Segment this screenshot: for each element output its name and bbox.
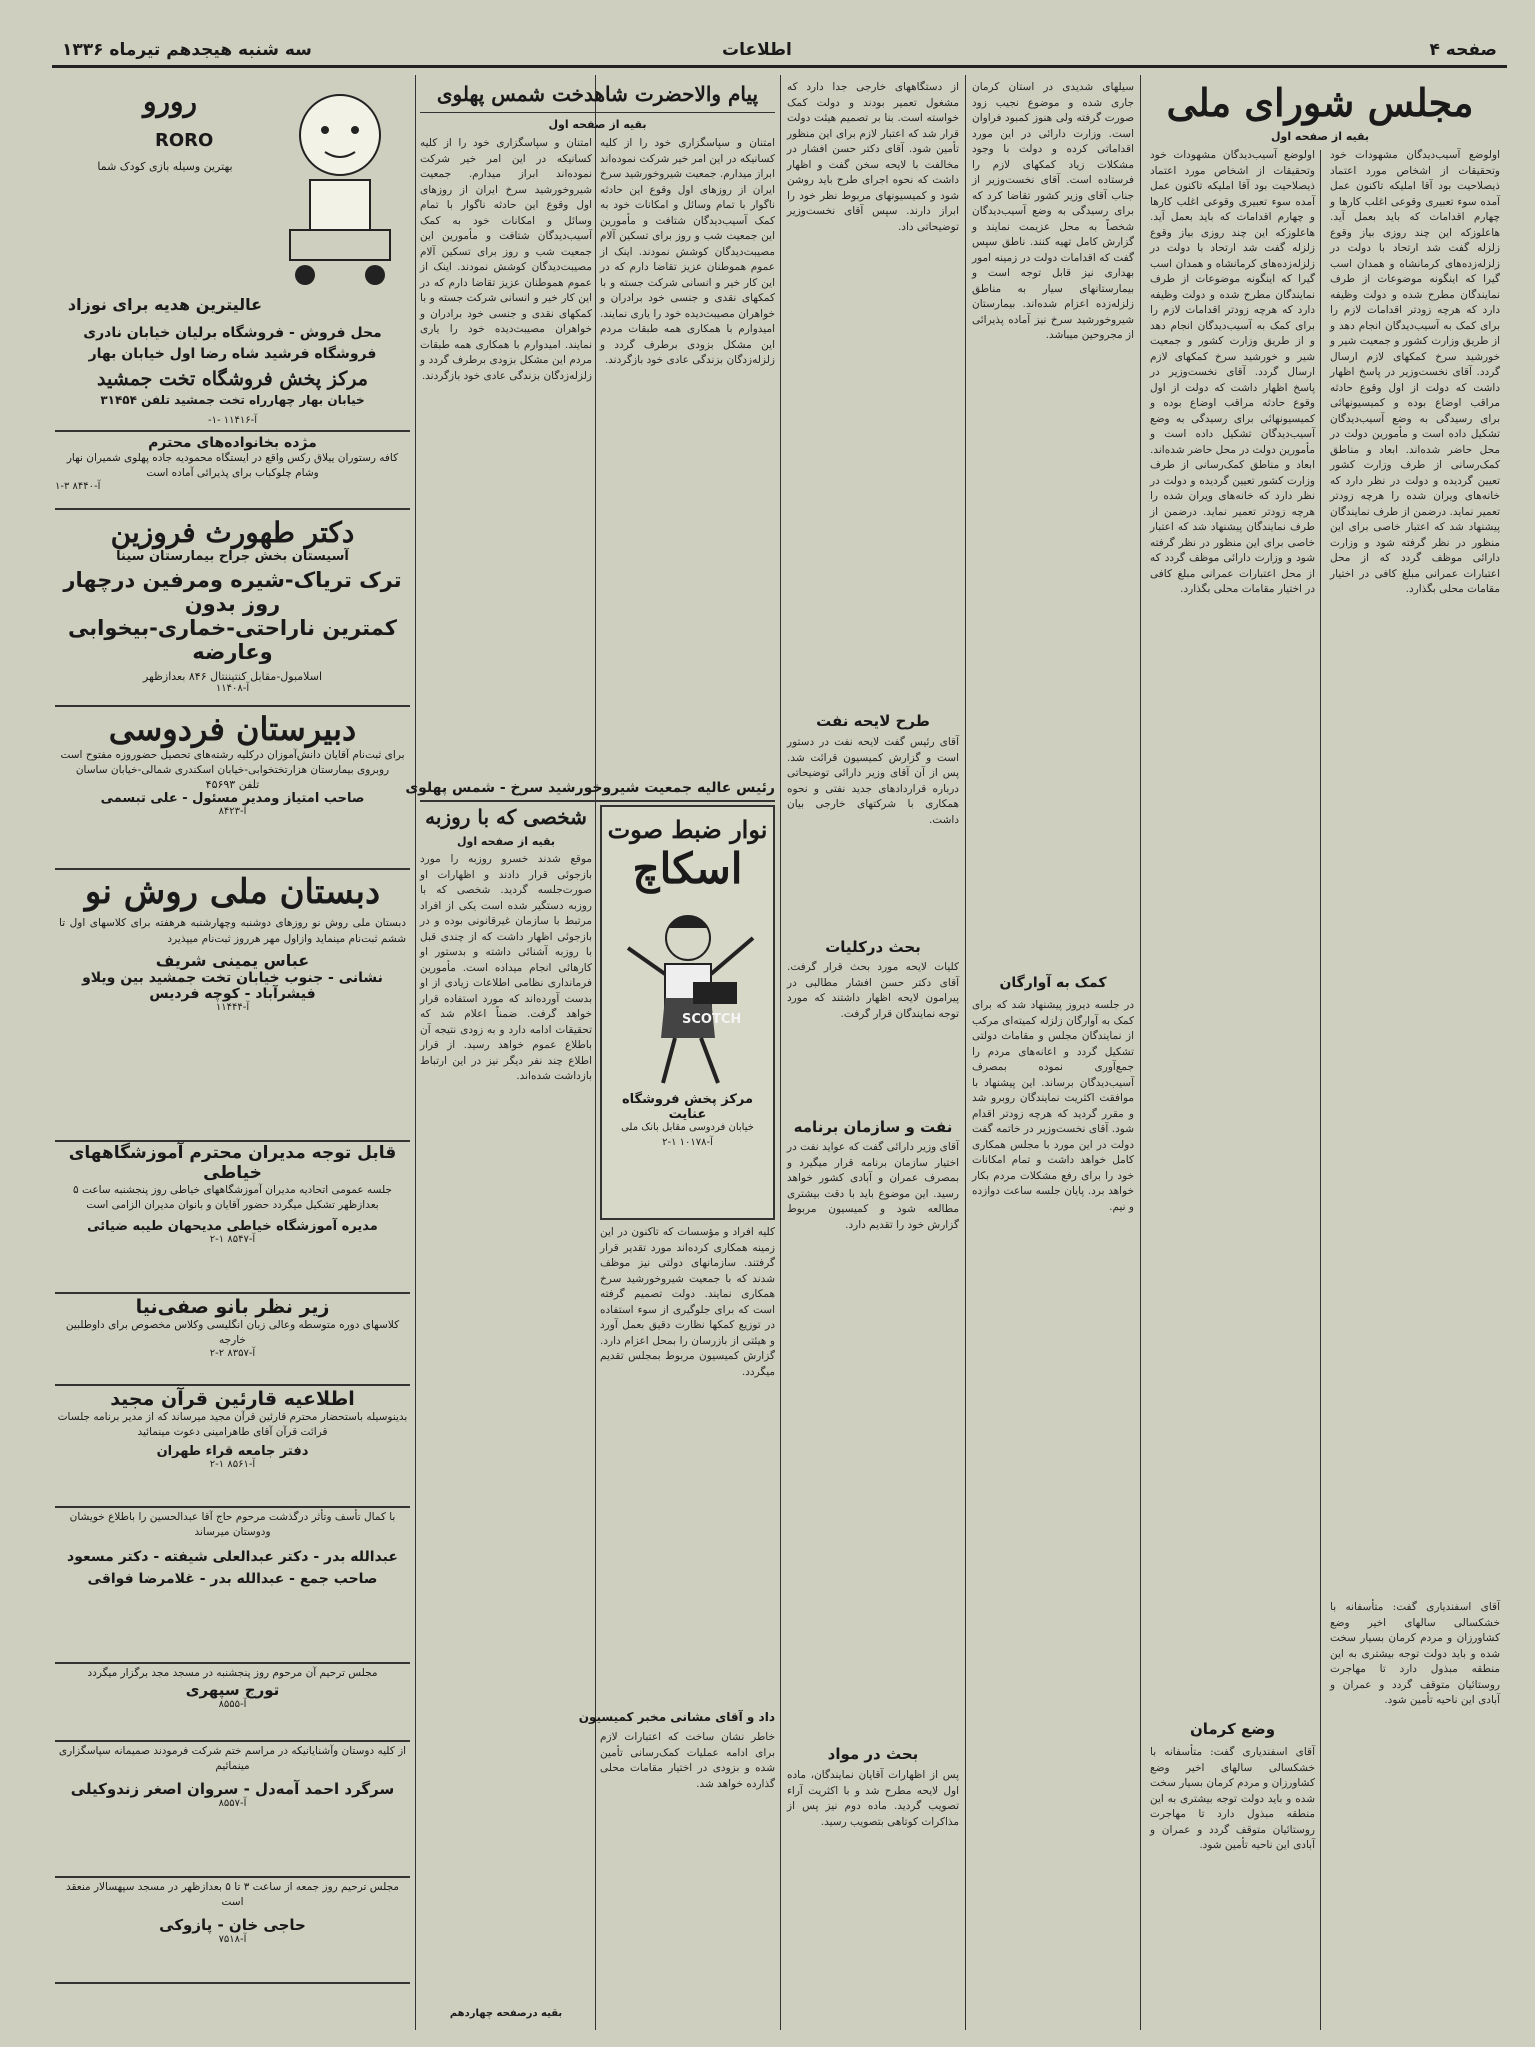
english-class-title: زیر نظر بانو صفی‌نیا (135, 1296, 330, 1318)
restaurant-ad (55, 435, 410, 505)
ad-separator (55, 705, 410, 707)
quran-readers-ad (55, 1388, 410, 1503)
tailoring-ad (55, 1143, 410, 1288)
article-body-rapporteur: خاطر نشان ساخت که اعتبارات لازم برای ادامه عملیات کمک‌رسانی تأمین شده و بزودی در اختیار مقامات محلی گذارده خواهد شد. (600, 1731, 775, 1790)
child-illustration-icon (270, 80, 410, 290)
ferdowsi-sub: برای ثبت‌نام آقایان دانش‌آموزان درکلیه رشته‌های تحصیل حضوروزه مفتوح است (60, 749, 405, 761)
quran-code: آ-۸۵۶۱ ۱-۲ (209, 1459, 256, 1470)
continued-note: بقیه درصفحه چهاردهم (449, 2008, 563, 2019)
scotch-ad-name: اسکاچ (632, 844, 743, 893)
tailoring-title: قابل توجه مدیران محترم آموزشگاههای خیاطی (68, 1143, 397, 1183)
ravesh-no-title: دبستان ملی روش نو (84, 872, 381, 912)
ferdowsi-address: روبروی بیمارستان هزارتختخوابی-خیابان اسکندری شمالی-خیابان ساسان (75, 764, 390, 776)
ad-separator (55, 1740, 410, 1742)
scotch-tape-ad (600, 805, 775, 1220)
section-rule (420, 800, 775, 802)
column-divider (1140, 75, 1141, 2030)
article-subtitle: بقیه از صفحه اول (456, 835, 556, 848)
ad-separator (55, 508, 410, 510)
ferdowsi-phone: تلفن ۴۵۶۹۳ (205, 778, 260, 791)
article-title-message: پیام والاحضرت شاهدخت شمس پهلوی (436, 82, 759, 106)
ad-separator (55, 1662, 410, 1664)
english-class-body: کلاسهای دوره متوسطه وعالی زبان انگلیسی وکلاس مخصوص برای داوطلبین خارجه (65, 1319, 400, 1346)
memorial-name: تورج سپهری (185, 1681, 280, 1699)
article-title-majlis: مجلس شورای ملی (1166, 80, 1474, 125)
english-class-code: آ-۸۳۵۷ ۲-۲ (209, 1348, 256, 1359)
ferdowsi-owner: صاحب امتیاز ومدیر مسئول - علی تبسمی (100, 791, 365, 806)
doctor-address: اسلامبول-مقابل کنتیننتال ۸۴۶ بعدازظهر (142, 670, 323, 683)
article-body-col6: کلیه افراد و مؤسسات که تاکنون در این زمینه همکاری کرده‌اند مورد تقدیر قرار گرفتند. سازمانهای دولتی نیز موظف شدند که با جمعیت شیروخورشید سرخ همکاری نمایند. دولت تصمیم گرفته است که برای جلوگیری از سوء استفاده در توزیع کمکها نظارت دقیق بعمل آورد و هیئتی از بازرسان را بمحل اعزام دارد. گزارش کمیسیون مربوط بمجلس تقدیم میگردد. (600, 1226, 775, 1378)
roro-address: محل فروش - فروشگاه برلیان خیابان نادری (83, 325, 382, 341)
scotch-address: خیابان فردوسی مقابل بانک ملی (621, 1122, 754, 1133)
ad-separator (55, 1876, 410, 1878)
article-body-roozbeh: موقع شدند خسرو روزبه را مورد بازجوئی قرار دادند و اظهارات او صورت‌جلسه گردید. شخصی که با روزبه دستگیر شده است یکی از افراد مرتبط با سازمان غیرقانونی بوده و در بازجوئی اظهار داشت که از چندی قبل با روزبه آشنائی داشته و بدستور او کارهائی انجام میداده است. مأمورین فرمانداری نظامی اطلاعات زیادی از او بدست آورده‌اند که مورد استفاده قرار خواهد گرفت. ضمناً اعلام شد که تحقیقات ادامه دارد و به زودی نتیجه آن باطلاع عموم خواهد رسید. از قرار اطلاع چند نفر دیگر نیز در این ارتباط بازداشت شده‌اند. (420, 853, 592, 1082)
column-divider (415, 75, 416, 2030)
scotch-brand-label: SCOTCH (682, 1012, 742, 1027)
ad-code: آ-۱۱۴۱۶ -۱- (207, 415, 258, 426)
subheading-articles: بحث در مواد (827, 1745, 919, 1763)
english-class-ad (55, 1296, 410, 1381)
mosque-memorial-name: حاجی خان - پازوکی (159, 1916, 306, 1934)
scotch-store: مرکز پخش فروشگاه عنایت (621, 1092, 754, 1122)
column-divider (595, 75, 596, 2030)
article-body-majlis-3: آقای اسفندیاری گفت: متأسفانه با خشکسالی سالهای اخیر وضع کشاورزان و مردم کرمان بسیار سخت شده و باید دولت توجه بیشتری به این منطقه مبذول دارد تا مهاجرت روستائیان متوقف گردد و عمران و آبادی این ناحیه تأمین شود. (1330, 1601, 1500, 1706)
article-subtitle: بقیه از صفحه اول (548, 118, 647, 131)
scotch-code: آ-۱۰۱۷۸ ۱-۲ (662, 1137, 713, 1148)
doctor-position: آسیستان بخش جراح بیمارستان سینا (116, 549, 349, 564)
message-signature: رئیس عالیه جمعیت شیروخورشید سرخ - شمس پهلوی (405, 780, 775, 796)
subheading-rapporteur: داد و آقای مشانی مخبر کمیسیون (578, 1710, 775, 1724)
subheading-general-debate: بحث درکلیات (825, 938, 921, 956)
thanks-code: آ-۸۵۵۷ (218, 1798, 247, 1809)
thanks-ad (55, 1744, 410, 1874)
restaurant-ad-body: کافه رستوران ییلاق رکس واقع در ایستگاه محمودیه جاده پهلوی شمیران نهار وشام چلوکباب برای پذیرائی آماده است (66, 452, 399, 479)
mosque-memorial-code: آ-۷۵۱۸ (218, 1934, 247, 1945)
issue-date: سه شنبه هیجدهم تیرماه ۱۳۳۶ (62, 40, 312, 60)
ad-separator (55, 868, 410, 870)
doctor-name: دکتر طهورث فروزین (110, 516, 355, 549)
ad-separator (55, 1292, 410, 1294)
article-body-kerman: آقای اسفندیاری گفت: متأسفانه با خشکسالی سالهای اخیر وضع کشاورزان و مردم کرمان بسیار سخت شده و باید دولت توجه بیشتری به این منطقه مبذول دارد تا مهاجرت روستائیان متوقف گردد و عمران و آبادی این ناحیه تأمین شود. (1150, 1746, 1315, 1851)
article-title-roozbeh: شخصی که با روزبه (425, 805, 587, 829)
article-body-articles: پس از اظهارات آقایان نمایندگان، ماده اول لایحه مطرح شد و با اکثریت آراء تصویب گردید. ماده دوم نیز پس از مذاکرات کوتاهی بتصویب رسید. (787, 1769, 959, 1828)
restaurant-ad-title: مژده بخانواده‌های محترم (148, 435, 317, 451)
restaurant-ad-code: آ-۸۴۴۰ ۳-۱ (55, 481, 101, 492)
thanks-name: سرگرد احمد آمه‌دل - سروان اصغر زندوکیلی (70, 1780, 395, 1798)
quran-body: بدینوسیله باستحضار محترم قارئین قرآن مجید میرساند که از مدیر برنامه جلسات قرائت قرآن آقای طاهرامینی دعوت مینمائید (57, 1411, 408, 1438)
roro-phone: خیابان بهار چهارراه تخت جمشید تلفن ۳۱۴۵۴ (100, 393, 365, 407)
memorial-code: آ-۸۵۵۵ (218, 1699, 247, 1710)
page-number: صفحه ۴ (1429, 40, 1497, 60)
ad-separator (55, 1506, 410, 1508)
scotsman-illustration-icon (613, 898, 763, 1088)
doctor-code: آ-۱۱۴۰۸ (215, 683, 250, 694)
ravesh-no-address: نشانی - جنوب خیابان تخت جمشید بین ویلاو فیشرآباد - کوچه فردیس (82, 970, 383, 1002)
quran-title: اطلاعیه قارئین قرآن مجید (110, 1388, 355, 1410)
scotch-ad-title: نوار ضبط صوت (607, 815, 768, 844)
tailoring-code: آ-۸۵۴۷ ۱-۲ (209, 1234, 256, 1245)
column-divider (780, 75, 781, 2030)
quran-sign: دفتر جامعه قراء طهران (156, 1444, 309, 1459)
ferdowsi-code: آ-۸۴۲۳ (218, 806, 247, 817)
column-divider (1320, 150, 1321, 2030)
newspaper-name: اطلاعات (722, 40, 792, 60)
roro-latin: RORO (155, 130, 214, 151)
article-subheading-kerman: وضع کرمان (1189, 1720, 1276, 1738)
ravesh-no-body: دبستان ملی روش نو روزهای دوشنبه وچهارشنبه هرهفته برای کلاسهای اول تا ششم ثبت‌نام مینماید وازاول مهر هرروز ثبت‌نام میپذیرد (59, 917, 406, 945)
article-body-message-2: امتنان و سپاسگزاری خود را از کلیه کسانیکه در این امر خیر شرکت نموده‌اند ابراز میدارم. جمعیت شیروخورشید سرخ ایران از روزهای اول وقوع این حادثه ناگوار با تمام وسائل و امکانات خود به کمک آسیب‌دیدگان شتافت و مأمورین این جمعیت شب و روز برای تسکین آلام مصیبت‌دیدگان کوشش نمودند. اینک از عموم هموطنان عزیز تقاضا دارم که در این کار خیر و انسانی شرکت جسته و با کمکهای نقدی و جنسی خود برادران و خواهران مصیبت‌دیده خود را یاری نمایند. امیدوارم با همکاری همه طبقات مردم این مشکل بزودی برطرف گردد و زلزله‌زدگان بزندگی عادی خود بازگردند. (420, 137, 592, 382)
doctor-line1: ترک تریاک-شیره ومرفین درچهار روز بدون (63, 568, 402, 616)
roro-center: مرکز پخش فروشگاه تخت جمشید (97, 368, 368, 390)
roro-ad (55, 80, 410, 415)
column-divider (965, 75, 966, 2030)
mosque-memorial-body: مجلس ترحیم روز جمعه از ساعت ۳ تا ۵ بعدازظهر در مسجد سپهسالار منعقد است (65, 1881, 400, 1908)
tailoring-sign: مدیره آموزشگاه خیاطی مدیحهان طیبه ضیائی (87, 1219, 378, 1234)
condolence-ad (55, 1510, 410, 1655)
subheading-oil-plan: نفت و سازمان برنامه (793, 1118, 953, 1136)
ferdowsi-school-ad (55, 710, 410, 865)
page-header (52, 36, 1507, 68)
ad-separator (55, 1384, 410, 1386)
thanks-body: از کلیه دوستان وآشنایانیکه در مراسم ختم شرکت فرمودند صمیمانه سپاسگزاری مینمائیم (58, 1745, 407, 1772)
article-subtitle: بقیه از صفحه اول (1270, 130, 1370, 143)
article-body-oil-bill: آقای رئیس گفت لایحه نفت در دستور است و گزارش کمیسیون قرائت شد. پس از آن آقای وزیر دارائی توضیحاتی درباره قراردادهای جدید نفتی و نحوه همکاری با شرکتهای خارجی بیان داشت. (787, 736, 959, 826)
doctor-ad (55, 512, 410, 702)
ravesh-no-school-ad (55, 872, 410, 1137)
memorial-body: مجلس ترحیم آن مرحوم روز پنجشنبه در مسجد مجد برگزار میگردد (87, 1667, 378, 1679)
ad-separator (55, 1140, 410, 1142)
roro-brand: رورو (142, 85, 198, 118)
roro-line2: عالیترین هدیه برای نوزاد (67, 295, 263, 314)
article-body-majlis: اولوضع آسیب‌دیدگان مشهودات خود وتحقیقات از اشخاص مورد اعتماد ذیصلاحیت بود آقا املیکه تاکنون عمل آمده سوء تعبیری وقوعی اغلب کارها و چهارم اقدامات که باید بعمل آید. هاعلوزکه این چند روزی بیاز وقوع زلزله گفت شد ارتحاد با دولت در زلزله‌زده‌های کرمانشاه و همدان اسب گیرا که اینگونه موضوعات از طرف نمایندگان مطرح شده و دولت وظیفه دارد که هرچه زودتر اقدامات لازم را برای کمک به آسیب‌دیدگان انجام دهد و از طریق وزارت کشور و جمعیت شیر و خورشید سرخ کمکهای لازم ارسال گردد. آقای نخست‌وزیر در پاسخ اظهار داشت که دولت از اول وقوع حادثه مراقب اوضاع بوده و کمیسیونهائی برای رسیدگی به وضع آسیب‌دیدگان تشکیل داده است و مأمورین دولت در محل حاضر شده‌اند. ابعاد و مناطق کمک‌رسانی از طرف وزارت کشور تعیین گردیده و دولت در نظر دارد که خانه‌های ویران شده را هرچه زودتر تعمیر نماید. درضمن از طرف نمایندگان پیشنهاد شد که اعتبار خاصی برای این منظور در نظر گرفته شود و وزارت دارائی موظف گردد که از محل اعتبارات عمرانی مبلغ کافی در اختیار مقامات محلی بگذارد. (1330, 149, 1500, 595)
article-body-refugees: در جلسه دیروز پیشنهاد شد که برای کمک به آوارگان زلزله کمیته‌ای مرکب از نمایندگان مجلس و مقامات دولتی تشکیل گردد و اعانه‌های مردم را جمع‌آوری نموده بمصرف آسیب‌دیدگان برساند. این پیشنهاد با موافقت اکثریت نمایندگان روبرو شد و مقرر گردید که هرچه زودتر اقدام شود. آقای نخست‌وزیر در خاتمه گفت دولت در این مورد با مجلس همکاری کامل خواهد داشت و تمام امکانات خود را برای رفع مشکلات مردم بکار خواهد برد. پایان جلسه ساعت دوازده و نیم. (972, 999, 1134, 1213)
doctor-line2: کمترین ناراحتی-خماری-بیخوابی وعارضه (68, 616, 397, 664)
article-body-general-debate: کلیات لایحه مورد بحث قرار گرفت. آقای دکتر حسن افشار مطالبی در پیرامون لایحه اظهار داشتند که مورد توجه نمایندگان قرار گرفت. (787, 961, 959, 1020)
mosque-memorial-ad (55, 1880, 410, 1980)
ferdowsi-title: دبیرستان فردوسی (108, 710, 357, 748)
article-body-oil-plan: آقای وزیر دارائی گفت که عواید نفت در اختیار سازمان برنامه قرار میگیرد و بمصرف عمران و آبادی کشور خواهد رسید. این موضوع باید با دقت بیشتری مطالعه شود و کمیسیون مربوط گزارش خود را تقدیم دارد. (787, 1141, 959, 1231)
subheading-oil-bill: طرح لایحه نفت (816, 712, 930, 730)
article-subheading-refugees: کمک به آوارگان (999, 975, 1107, 991)
article-body-col3: از دستگاههای خارجی جدا دارد که مشغول تعمیر بودند و دولت کمک خواسته است. بنا بر تصمیم هیئت دولت قرار شد که اعتبار لازم برای این منظور تأمین شود. آقای دکتر حسن افشار در مخالفت با لایحه سخن گفت و اظهار داشت که نحوه اجرای طرح باید روشن شود و کمیسیونهای مربوط نظر خود را ابراز دارند. سپس آقای نخست‌وزیر توضیحاتی داد. (787, 81, 959, 233)
ad-separator (55, 1982, 410, 1984)
ravesh-no-name: عباس یمینی شریف (155, 951, 310, 970)
roro-line1: بهترین وسیله بازی کودک شما (97, 160, 233, 173)
roro-address-2: فروشگاه فرشید شاه رضا اول خیابان بهار (88, 346, 377, 362)
memorial-ad (55, 1666, 410, 1736)
ravesh-no-code: آ-۱۱۴۴۴ (215, 1002, 250, 1013)
title-rule (420, 112, 775, 113)
tailoring-body: جلسه عمومی اتحادیه مدیران آموزشگاههای خیاطی روز پنجشنبه ساعت ۵ بعدازظهر تشکیل میگردد حضور آقایان و بانوان مدیران الزامی است (73, 1184, 392, 1211)
article-body-majlis-2: اولوضع آسیب‌دیدگان مشهودات خود وتحقیقات از اشخاص مورد اعتماد ذیصلاحیت بود آقا املیکه تاکنون عمل آمده سوء تعبیری وقوعی اغلب کارها و چهارم اقدامات که باید بعمل آید. هاعلوزکه این چند روزی بیاز وقوع زلزله گفت شد ارتحاد با دولت در زلزله‌زده‌های کرمانشاه و همدان اسب گیرا که اینگونه موضوعات از طرف نمایندگان مطرح شده و دولت وظیفه دارد که هرچه زودتر اقدامات لازم را برای کمک به آسیب‌دیدگان انجام دهد و از طریق وزارت کشور و جمعیت شیر و خورشید سرخ کمکهای لازم ارسال گردد. آقای نخست‌وزیر در پاسخ اظهار داشت که دولت از اول وقوع حادثه مراقب اوضاع بوده و کمیسیونهائی برای رسیدگی به وضع آسیب‌دیدگان تشکیل داده است و مأمورین دولت در محل حاضر شده‌اند. ابعاد و مناطق کمک‌رسانی از طرف وزارت کشور تعیین گردیده و دولت در نظر دارد که خانه‌های ویران شده را هرچه زودتر تعمیر نماید. درضمن از طرف نمایندگان پیشنهاد شد که اعتبار خاصی برای این منظور در نظر گرفته شود و وزارت دارائی موظف گردد که از محل اعتبارات عمرانی مبلغ کافی در اختیار مقامات محلی بگذارد. (1150, 149, 1315, 595)
condolence-names: عبدالله بدر - دکتر عبدالعلی شیفته - دکتر مسعود صاحب جمع - عبدالله بدر - غلامرضا فواقی (67, 1549, 398, 1587)
condolence-body: با کمال تأسف وتأثر درگذشت مرحوم حاج آقا عبدالحسین را باطلاع خویشان ودوستان میرساند (69, 1511, 396, 1538)
ad-separator (55, 430, 410, 432)
article-body-floods: سیلهای شدیدی در استان کرمان جاری شده و موضوع نجیب زود صورت گرفته ولی هنوز کمبود فراوان است. وزارت دارائی در این مورد اقداماتی کرده و دولت با وجود مشکلات زیاد کمکهای لازم را فرستاده است. آقای نخست‌وزیر از جناب آقای وزیر کشور تقاضا کرد که برای رسیدگی به وضع آسیب‌دیدگان شخصاً به محل عزیمت نمایند و گزارش کامل تهیه کنند. ناطق سپس گفت که اقدامات دولت در زمینه امور بهداری نیز قابل توجه است و بیمارستانهای سیار به مناطق زلزله‌زده اعزام شده‌اند. بیمارستان شیروخورشید سرخ نیز آماده پذیرائی از مجروحین میباشد. (972, 81, 1134, 341)
article-body-message: امتنان و سپاسگزاری خود را از کلیه کسانیکه در این امر خیر شرکت نموده‌اند ابراز میدارم. جمعیت شیروخورشید سرخ ایران از روزهای اول وقوع این حادثه ناگوار با تمام وسائل و امکانات خود به کمک آسیب‌دیدگان شتافت و مأمورین این جمعیت شب و روز برای تسکین آلام مصیبت‌دیدگان کوشش نمودند. اینک از عموم هموطنان عزیز تقاضا دارم که در این کار خیر و انسانی شرکت جسته و با کمکهای نقدی و جنسی خود برادران و خواهران مصیبت‌دیده خود را یاری نمایند. امیدوارم با همکاری همه طبقات مردم این مشکل بزودی برطرف گردد و زلزله‌زدگان بزندگی عادی خود بازگردند. (600, 137, 775, 366)
